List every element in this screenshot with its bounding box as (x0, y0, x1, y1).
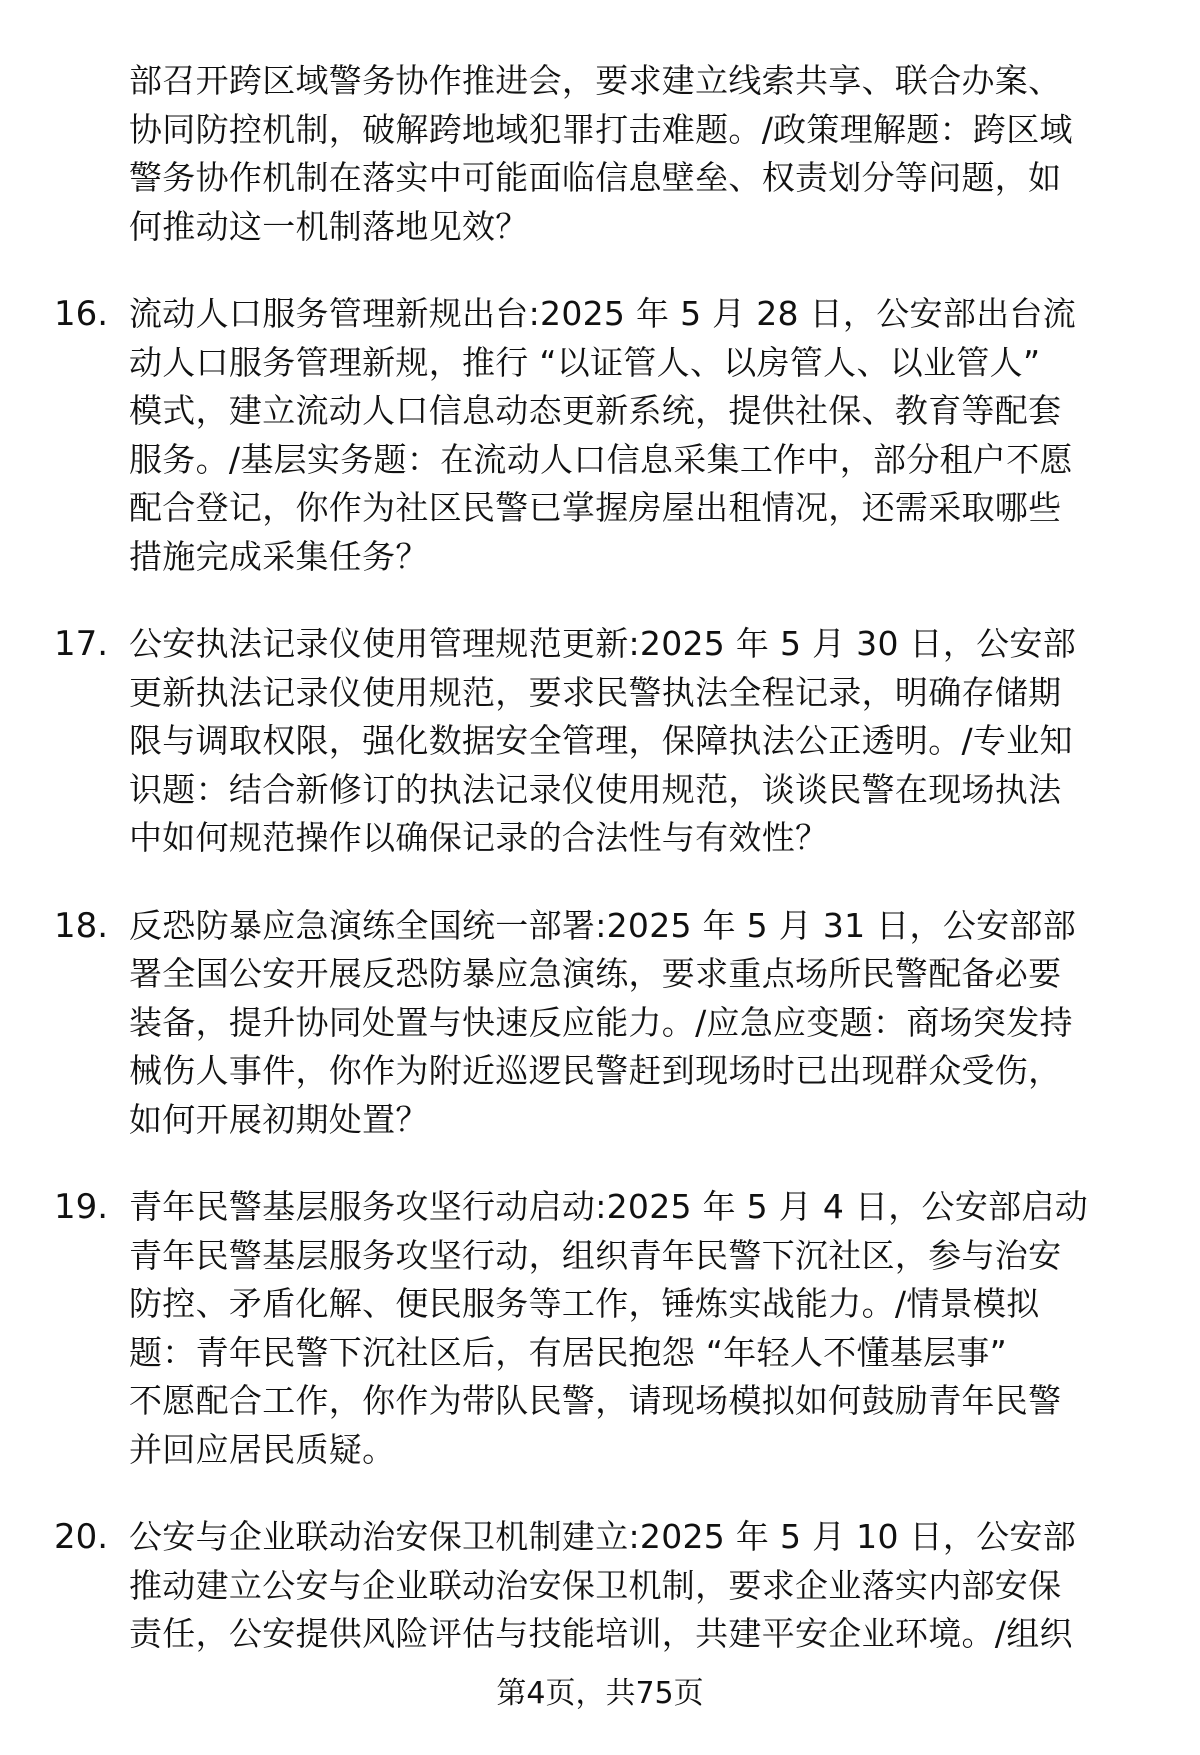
question-text-line: 服务。/基层实务题：在流动人口信息采集工作中，部分租户不愿 (129, 439, 1073, 479)
question-text-line: 措施完成采集任务？ (129, 536, 429, 576)
question-text-line: 青年民警基层服务攻坚行动启动:2025 年 5 月 4 日，公安部启动 (129, 1187, 1089, 1226)
question-text-line: 部召开跨区域警务协作推进会，要求建立线索共享、联合办案、 (129, 61, 1062, 100)
question-text-line: 装备，提升协同处置与快速反应能力。/应急应变题：商场突发持 (129, 1002, 1073, 1042)
question-text-line: 何推动这一机制落地见效？ (129, 206, 529, 246)
question-text-line: 责任，公安提供风险评估与技能培训，共建平安企业环境。/组织 (129, 1614, 1073, 1653)
question-item (0, 620, 1200, 863)
question-item (0, 902, 1200, 1145)
question-text-line: 不愿配合工作，你作为带队民警，请现场模拟如何鼓励青年民警 (129, 1381, 1062, 1420)
question-text-line: 公安与企业联动治安保卫机制建立:2025 年 5 月 10 日，公安部 (129, 1517, 1077, 1556)
question-text-line: 械伤人事件，你作为附近巡逻民警赶到现场时已出现群众受伤， (129, 1051, 1062, 1090)
question-text-line: 限与调取权限，强化数据安全管理，保障执法公正透明。/专业知 (129, 721, 1073, 760)
question-text-line: 协同防控机制，破解跨地域犯罪打击难题。/政策理解题：跨区域 (129, 109, 1073, 149)
question-text-line: 公安执法记录仪使用管理规范更新:2025 年 5 月 30 日，公安部 (129, 624, 1077, 663)
question-text-line: 题：青年民警下沉社区后，有居民抱怨 “年轻人不懂基层事” (129, 1332, 1008, 1372)
question-item (0, 290, 1200, 581)
document-body (0, 57, 1200, 1698)
question-text-line: 如何开展初期处置？ (129, 1099, 429, 1139)
question-text-line: 警务协作机制在落实中可能面临信息壁垒、权责划分等问题，如 (129, 158, 1062, 197)
question-text-line: 推动建立公安与企业联动治安保卫机制，要求企业落实内部安保 (129, 1565, 1062, 1605)
question-number: 20. (54, 1517, 109, 1557)
question-text-line: 识题：结合新修订的执法记录仪使用规范，谈谈民警在现场执法 (129, 769, 1062, 809)
question-text-line: 并回应居民质疑。 (129, 1429, 396, 1469)
question-text-line: 动人口服务管理新规，推行 “以证管人、以房管人、以业管人” (129, 342, 1041, 382)
question-text-line: 反恐防暴应急演练全国统一部署:2025 年 5 月 31 日，公安部部 (129, 905, 1077, 945)
question-item (0, 57, 1200, 251)
question-text-line: 中如何规范操作以确保记录的合法性与有效性？ (129, 818, 829, 857)
question-item (0, 1183, 1200, 1474)
question-number: 19. (54, 1187, 109, 1227)
question-number: 16. (54, 294, 109, 334)
question-text-line: 配合登记，你作为社区民警已掌握房屋出租情况，还需采取哪些 (129, 488, 1062, 527)
page-number-footer: 第4页，共75页 (496, 1676, 704, 1711)
question-text-line: 更新执法记录仪使用规范，要求民警执法全程记录，明确存储期 (129, 672, 1062, 712)
question-text-line: 流动人口服务管理新规出台:2025 年 5 月 28 日，公安部出台流 (129, 294, 1077, 333)
question-item (0, 1513, 1200, 1659)
question-number: 18. (54, 905, 109, 946)
question-text-line: 模式，建立流动人口信息动态更新系统，提供社保、教育等配套 (129, 391, 1062, 430)
question-text-line: 防控、矛盾化解、便民服务等工作，锤炼实战能力。/情景模拟 (129, 1284, 1040, 1323)
question-number: 17. (54, 624, 109, 664)
question-text-line: 青年民警基层服务攻坚行动，组织青年民警下沉社区，参与治安 (129, 1235, 1062, 1275)
question-text-line: 署全国公安开展反恐防暴应急演练，要求重点场所民警配备必要 (129, 954, 1062, 993)
